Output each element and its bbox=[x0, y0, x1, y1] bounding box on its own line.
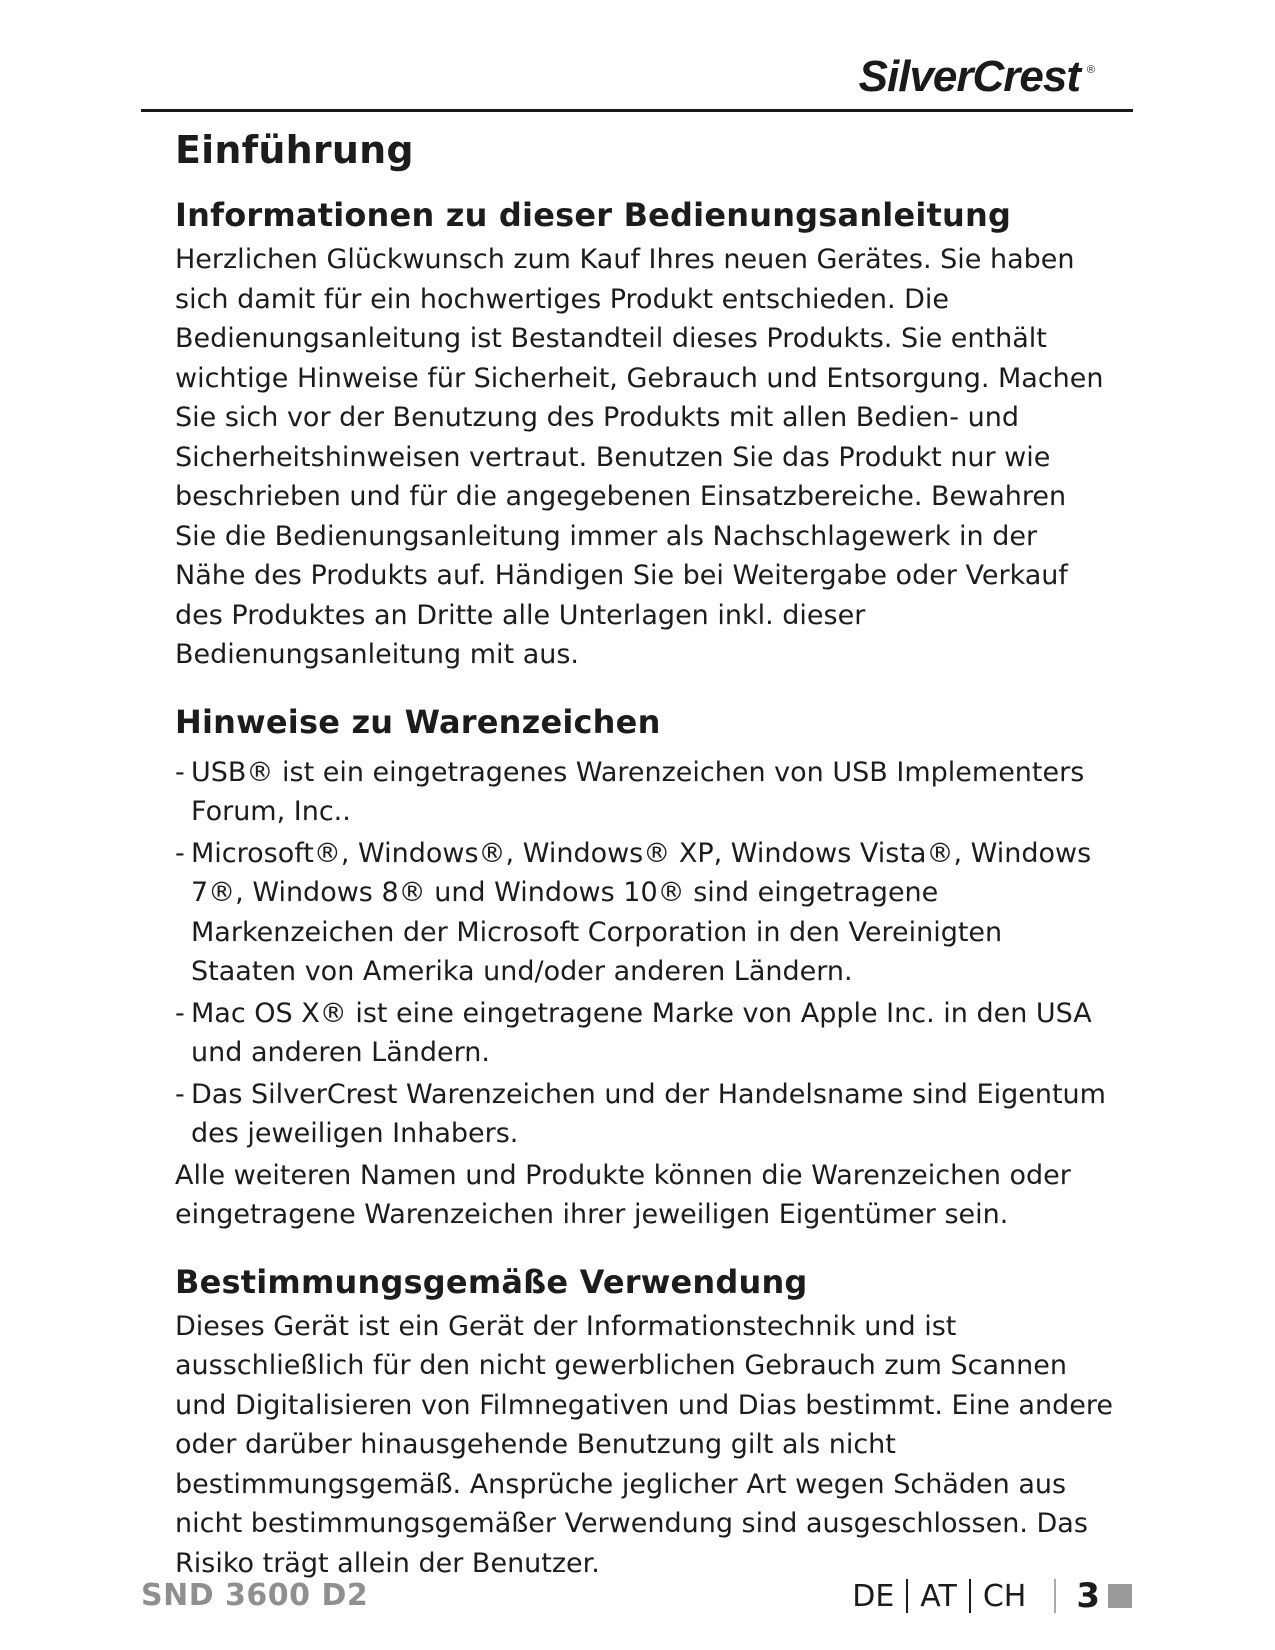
page-title: Einführung bbox=[175, 128, 414, 172]
footer-model: SND 3600 D2 bbox=[141, 1578, 369, 1613]
country-at: AT bbox=[920, 1578, 957, 1614]
header-rule bbox=[141, 109, 1133, 112]
section-trademarks bbox=[175, 697, 1115, 1235]
list-item: - Microsoft®, Windows®, Windows® XP, Windows Vista®, Windows 7®, Windows 8® und Windows 10® sind eingetragene Markenzeichen der Microsoft Corporation in den Vereinigten Staaten von Amerika und/oder anderen Ländern. bbox=[175, 837, 1092, 987]
page-marker-square-icon bbox=[1108, 1584, 1132, 1608]
page-number: 3 bbox=[1076, 1576, 1100, 1616]
divider bbox=[969, 1579, 971, 1613]
page-content bbox=[175, 124, 1115, 1583]
country-ch: CH bbox=[982, 1578, 1027, 1614]
section-body-info: Herzlichen Glückwunsch zum Kauf Ihres neuen Gerätes. Sie haben sich damit für ein hochwertiges Produkt entschieden. Die Bedienungsanleitung ist Bestandteil dieses Produkts. Sie enthält wichtige Hinweise für Sicherheit, Gebrauch und Entsorgung. Machen Sie sich vor der Benutzung des Produkts mit allen Bedien- und Sicherheitshinweisen vertraut. Benutzen Sie das Produkt nur wie beschrieben und für die angegebenen Einsatzbereiche. Bewahren Sie die Bedienungsanleitung immer als Nachschlagewerk in der Nähe des Produkts auf. Händigen Sie bei Weitergabe oder Verkauf des Produktes an Dritte alle Unterlagen inkl. dieser Bedienungsanleitung mit aus. bbox=[175, 244, 1104, 670]
trademarks-closing: Alle weiteren Namen und Produkte können die Warenzeichen oder eingetragene Warenzeichen ihrer jeweiligen Eigentümer sein. bbox=[175, 1159, 1071, 1230]
section-intended-use bbox=[175, 1257, 1115, 1584]
footer-page-info bbox=[852, 1576, 1132, 1616]
divider bbox=[906, 1579, 908, 1613]
country-de: DE bbox=[852, 1578, 895, 1614]
section-heading-trademarks: Hinweise zu Warenzeichen bbox=[175, 702, 661, 741]
section-heading-intended-use: Bestimmungsgemäße Verwendung bbox=[175, 1262, 808, 1301]
divider bbox=[1054, 1579, 1056, 1613]
list-item: - Das SilverCrest Warenzeichen und der Handelsname sind Eigentum des jeweiligen Inhabers. bbox=[175, 1078, 1106, 1149]
registered-mark: ® bbox=[1086, 64, 1094, 76]
section-body-intended-use: Dieses Gerät ist ein Gerät der Informationstechnik und ist ausschließlich für den nicht gewerblichen Gebrauch zum Scannen und Digitalisieren von Filmnegativen und Dias bestimmt. Eine andere oder darüber hinausgehende Benutzung gilt als nicht bestimmungsgemäß. Ansprüche jeglicher Art wegen Schäden aus nicht bestimmungsgemäßer Verwendung sind ausgeschlossen. Das Risiko trägt allein der Benutzer. bbox=[175, 1310, 1113, 1579]
list-item: - Mac OS X® ist eine eingetragene Marke von Apple Inc. in den USA und anderen Ländern. bbox=[175, 997, 1092, 1068]
list-item: - USB® ist ein eingetragenes Warenzeichen von USB Implementers Forum, Inc.. bbox=[175, 756, 1085, 827]
section-heading-info: Informationen zu dieser Bedienungsanleitung bbox=[175, 196, 1012, 234]
brand-name: SilverCrest bbox=[858, 52, 1080, 101]
trademark-list bbox=[175, 753, 1115, 1154]
brand-logo bbox=[858, 52, 1094, 102]
